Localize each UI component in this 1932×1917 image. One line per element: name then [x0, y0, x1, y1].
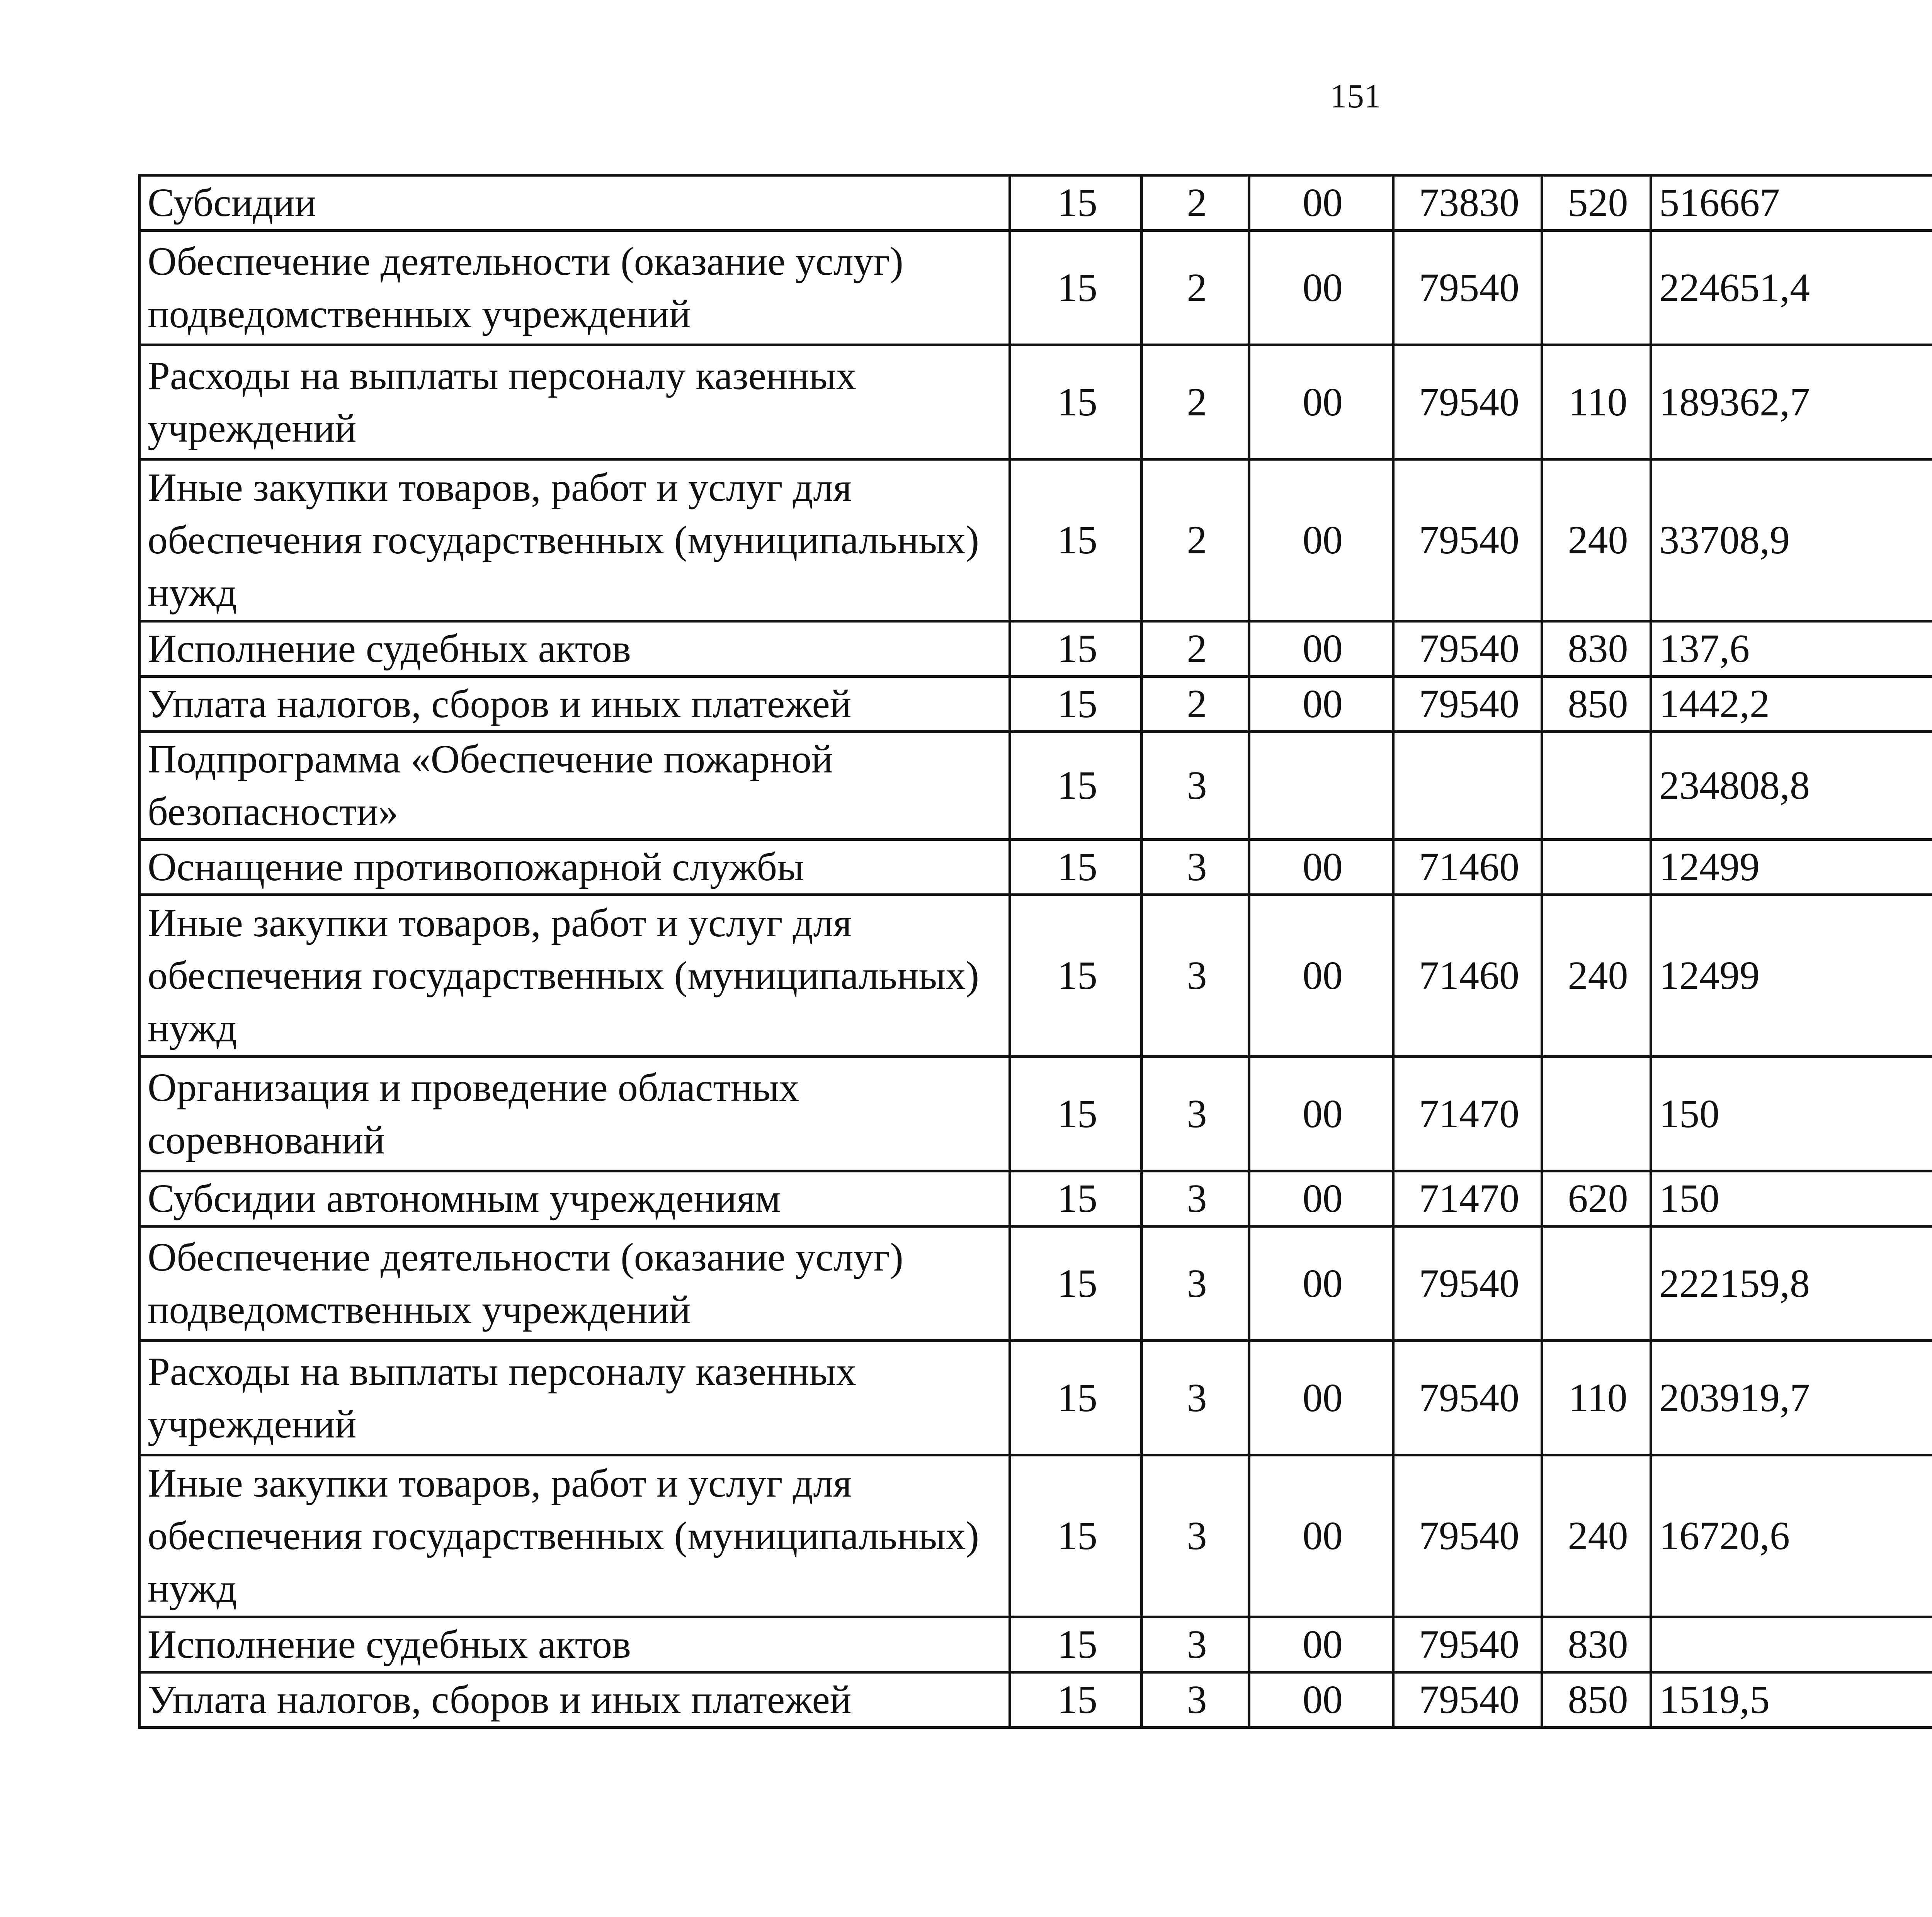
program-code-cell: [1249, 732, 1393, 840]
program-code-cell: 00: [1249, 345, 1393, 459]
direction-code-cell: 79540: [1393, 459, 1542, 621]
table-row: [139, 1171, 1932, 1226]
program-code-cell: 00: [1249, 677, 1393, 732]
expense-type-code-cell: [1542, 840, 1651, 895]
section-code-cell: 15: [1010, 459, 1142, 621]
expense-type-code-cell: 830: [1542, 1617, 1651, 1672]
subsection-code-cell: 3: [1142, 1617, 1249, 1672]
amount-col-1-cell: 150: [1651, 1171, 1932, 1226]
direction-code-cell: 71460: [1393, 840, 1542, 895]
expense-name-cell: Исполнение судебных актов: [139, 1617, 1010, 1672]
expense-type-code-cell: 110: [1542, 345, 1651, 459]
program-code-cell: 00: [1249, 1341, 1393, 1455]
subsection-code-cell: 2: [1142, 175, 1249, 231]
amount-col-1-cell: 203919,7: [1651, 1341, 1932, 1455]
direction-code-cell: 79540: [1393, 1672, 1542, 1728]
section-code-cell: 15: [1010, 677, 1142, 732]
amount-col-1-cell: 33708,9: [1651, 459, 1932, 621]
expense-type-code-cell: [1542, 732, 1651, 840]
amount-col-1-cell: 516667: [1651, 175, 1932, 231]
amount-col-1-cell: 1519,5: [1651, 1672, 1932, 1728]
expense-name-cell: Обеспечение деятельности (оказание услуг) подведомственных учреждений: [139, 231, 1010, 345]
subsection-code-cell: 2: [1142, 459, 1249, 621]
subsection-code-cell: 2: [1142, 621, 1249, 677]
expense-type-code-cell: 110: [1542, 1341, 1651, 1455]
expense-type-code-cell: 520: [1542, 175, 1651, 231]
expense-name-cell: Оснащение противопожарной службы: [139, 840, 1010, 895]
section-code-cell: 15: [1010, 231, 1142, 345]
expense-name-cell: Иные закупки товаров, работ и услуг для обеспечения государственных (муниципальных) нужд: [139, 895, 1010, 1057]
budget-table: [138, 174, 1932, 1729]
program-code-cell: 00: [1249, 1171, 1393, 1226]
subsection-code-cell: 3: [1142, 1455, 1249, 1617]
table-row: [139, 1672, 1932, 1728]
expense-type-code-cell: [1542, 1057, 1651, 1171]
page-number: 151: [1330, 78, 1381, 115]
table-row: [139, 1455, 1932, 1617]
expense-type-code-cell: 850: [1542, 677, 1651, 732]
subsection-code-cell: 3: [1142, 1341, 1249, 1455]
expense-name-cell: Организация и проведение областных соревнований: [139, 1057, 1010, 1171]
amount-col-1-cell: 222159,8: [1651, 1226, 1932, 1341]
direction-code-cell: 79540: [1393, 231, 1542, 345]
direction-code-cell: 79540: [1393, 621, 1542, 677]
program-code-cell: 00: [1249, 459, 1393, 621]
table-row: [139, 231, 1932, 345]
subsection-code-cell: 3: [1142, 1171, 1249, 1226]
subsection-code-cell: 3: [1142, 1672, 1249, 1728]
expense-type-code-cell: 850: [1542, 1672, 1651, 1728]
section-code-cell: 15: [1010, 621, 1142, 677]
program-code-cell: 00: [1249, 1617, 1393, 1672]
subsection-code-cell: 2: [1142, 231, 1249, 345]
amount-col-1-cell: 234808,8: [1651, 732, 1932, 840]
section-code-cell: 15: [1010, 1171, 1142, 1226]
amount-col-1-cell: 1442,2: [1651, 677, 1932, 732]
table-row: [139, 1617, 1932, 1672]
table-row: [139, 732, 1932, 840]
expense-name-cell: Уплата налогов, сборов и иных платежей: [139, 1672, 1010, 1728]
table-row: [139, 840, 1932, 895]
section-code-cell: 15: [1010, 1057, 1142, 1171]
direction-code-cell: 71460: [1393, 895, 1542, 1057]
program-code-cell: 00: [1249, 231, 1393, 345]
program-code-cell: 00: [1249, 175, 1393, 231]
expense-name-cell: Иные закупки товаров, работ и услуг для обеспечения государственных (муниципальных) нужд: [139, 459, 1010, 621]
direction-code-cell: 73830: [1393, 175, 1542, 231]
expense-type-code-cell: 240: [1542, 1455, 1651, 1617]
amount-col-1-cell: 12499: [1651, 840, 1932, 895]
expense-name-cell: Обеспечение деятельности (оказание услуг) подведомственных учреждений: [139, 1226, 1010, 1341]
section-code-cell: 15: [1010, 732, 1142, 840]
expense-name-cell: Расходы на выплаты персоналу казенных учреждений: [139, 345, 1010, 459]
program-code-cell: 00: [1249, 1455, 1393, 1617]
expense-type-code-cell: 240: [1542, 895, 1651, 1057]
table-row: [139, 1341, 1932, 1455]
expense-type-code-cell: [1542, 231, 1651, 345]
program-code-cell: 00: [1249, 1057, 1393, 1171]
direction-code-cell: [1393, 732, 1542, 840]
section-code-cell: 15: [1010, 1617, 1142, 1672]
program-code-cell: 00: [1249, 1672, 1393, 1728]
table-row: [139, 459, 1932, 621]
section-code-cell: 15: [1010, 345, 1142, 459]
subsection-code-cell: 3: [1142, 840, 1249, 895]
program-code-cell: 00: [1249, 840, 1393, 895]
table-row: [139, 677, 1932, 732]
program-code-cell: 00: [1249, 1226, 1393, 1341]
table-row: [139, 175, 1932, 231]
subsection-code-cell: 2: [1142, 345, 1249, 459]
direction-code-cell: 79540: [1393, 1226, 1542, 1341]
direction-code-cell: 79540: [1393, 1341, 1542, 1455]
table-row: [139, 1226, 1932, 1341]
section-code-cell: 15: [1010, 1226, 1142, 1341]
table-row: [139, 345, 1932, 459]
direction-code-cell: 79540: [1393, 1617, 1542, 1672]
expense-type-code-cell: 830: [1542, 621, 1651, 677]
subsection-code-cell: 3: [1142, 732, 1249, 840]
table-row: [139, 895, 1932, 1057]
expense-name-cell: Уплата налогов, сборов и иных платежей: [139, 677, 1010, 732]
direction-code-cell: 79540: [1393, 677, 1542, 732]
expense-name-cell: Исполнение судебных актов: [139, 621, 1010, 677]
program-code-cell: 00: [1249, 895, 1393, 1057]
table-body: [139, 175, 1932, 1728]
section-code-cell: 15: [1010, 1455, 1142, 1617]
amount-col-1-cell: 150: [1651, 1057, 1932, 1171]
amount-col-1-cell: 137,6: [1651, 621, 1932, 677]
amount-col-1-cell: 16720,6: [1651, 1455, 1932, 1617]
amount-col-1-cell: 12499: [1651, 895, 1932, 1057]
subsection-code-cell: 3: [1142, 895, 1249, 1057]
direction-code-cell: 71470: [1393, 1171, 1542, 1226]
expense-type-code-cell: 620: [1542, 1171, 1651, 1226]
direction-code-cell: 79540: [1393, 1455, 1542, 1617]
program-code-cell: 00: [1249, 621, 1393, 677]
amount-col-1-cell: 189362,7: [1651, 345, 1932, 459]
expense-name-cell: Субсидии: [139, 175, 1010, 231]
expense-name-cell: Иные закупки товаров, работ и услуг для обеспечения государственных (муниципальных) нужд: [139, 1455, 1010, 1617]
expense-name-cell: Расходы на выплаты персоналу казенных учреждений: [139, 1341, 1010, 1455]
table-row: [139, 621, 1932, 677]
amount-col-1-cell: 224651,4: [1651, 231, 1932, 345]
direction-code-cell: 79540: [1393, 345, 1542, 459]
expense-type-code-cell: [1542, 1226, 1651, 1341]
expense-name-cell: Подпрограмма «Обеспечение пожарной безопасности»: [139, 732, 1010, 840]
section-code-cell: 15: [1010, 175, 1142, 231]
expense-name-cell: Субсидии автономным учреждениям: [139, 1171, 1010, 1226]
subsection-code-cell: 3: [1142, 1226, 1249, 1341]
subsection-code-cell: 3: [1142, 1057, 1249, 1171]
section-code-cell: 15: [1010, 895, 1142, 1057]
direction-code-cell: 71470: [1393, 1057, 1542, 1171]
section-code-cell: 15: [1010, 1672, 1142, 1728]
table-row: [139, 1057, 1932, 1171]
amount-col-1-cell: [1651, 1617, 1932, 1672]
section-code-cell: 15: [1010, 840, 1142, 895]
section-code-cell: 15: [1010, 1341, 1142, 1455]
expense-type-code-cell: 240: [1542, 459, 1651, 621]
subsection-code-cell: 2: [1142, 677, 1249, 732]
